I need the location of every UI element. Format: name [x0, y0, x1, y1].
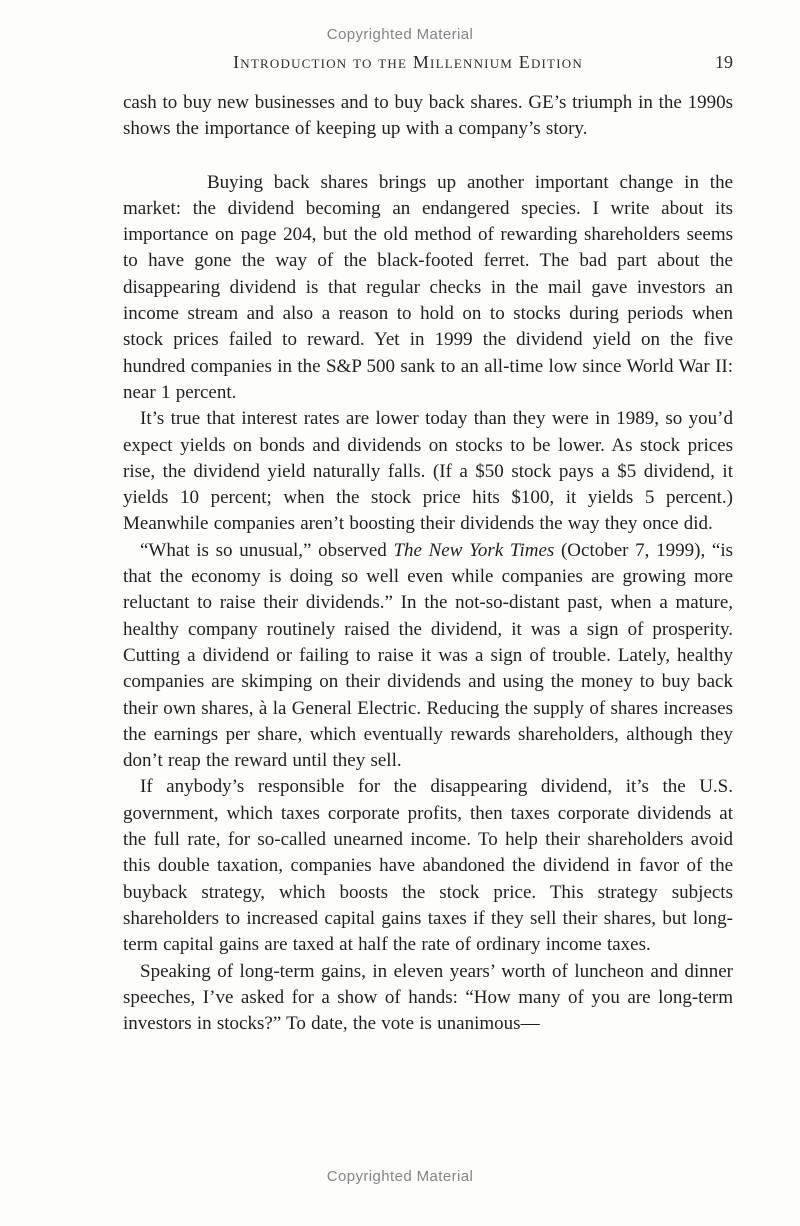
body-text — [123, 90, 733, 1037]
paragraph-2: Buying back shares brings up another important change in the market: the dividend becoming an endangered species. I write about its importance on page 204, but the old method of rewarding shareholders seems to have gone the way of the black-footed ferret. The bad part about the disappearing dividend is that regular checks in the mail gave investors an income stream and also a reason to hold on to stocks during periods when stock prices failed to reward. Yet in 1999 the dividend yield on the five hundred companies in the S&P 500 sank to an all-time low since World War II: near 1 percent. — [123, 171, 733, 403]
running-head — [123, 52, 733, 78]
paragraph-6: Speaking of long-term gains, in eleven years’ worth of luncheon and dinner speeches, I’ve asked for a show of hands: “How many of you are long-term investors in stocks?” To date, the vote is unanimous— — [123, 960, 733, 1035]
paragraph-1: cash to buy new businesses and to buy back shares. GE’s triumph in the 1990s shows the importance of keeping up with a company’s story. — [123, 92, 733, 140]
italic-publication-title: The New York Times — [393, 539, 555, 561]
paragraph-4: “What is so unusual,” observed The New York Times (October 7, 1999), “is that the economy is doing so well even while companies are growing more reluctant to raise their dividends.” In the not-so-distant past, when a mature, healthy company routinely raised the dividend, it was a sign of prosperity. Cutting a dividend or failing to raise it was a sign of trouble. Lately, healthy companies are skimping on their dividends and using the money to buy back their own shares, à la General Electric. Reducing the supply of shares increases the earnings per share, which eventually rewards shareholders, although they don’t reap the reward until they sell. — [123, 539, 733, 772]
copyright-notice-bottom: Copyrighted Material — [326, 1168, 474, 1185]
paragraph-3: It’s true that interest rates are lower today than they were in 1989, so you’d expect yields on bonds and dividends on stocks to be lower. As stock prices rise, the dividend yield naturally falls. (If a $50 stock pays a $5 dividend, it yields 10 percent; when the stock price hits $100, it yields 5 percent.) Meanwhile companies aren’t boosting their dividends the way they once did. — [123, 408, 733, 535]
page-number: 19 — [715, 52, 733, 72]
chapter-title: Introduction to the Millennium Edition — [233, 52, 583, 72]
paragraph-5: If anybody’s responsible for the disappearing dividend, it’s the U.S. government, which taxes corporate profits, then taxes corporate dividends at the full rate, for so-called unearned income. To help their shareholders avoid this double taxation, companies have abandoned the dividend in favor of the buyback strategy, which boosts the stock price. This strategy subjects shareholders to increased capital gains taxes if they sell their shares, but long-term capital gains are taxed at half the rate of ordinary income taxes. — [123, 776, 733, 956]
copyright-notice-top: Copyrighted Material — [326, 26, 474, 43]
